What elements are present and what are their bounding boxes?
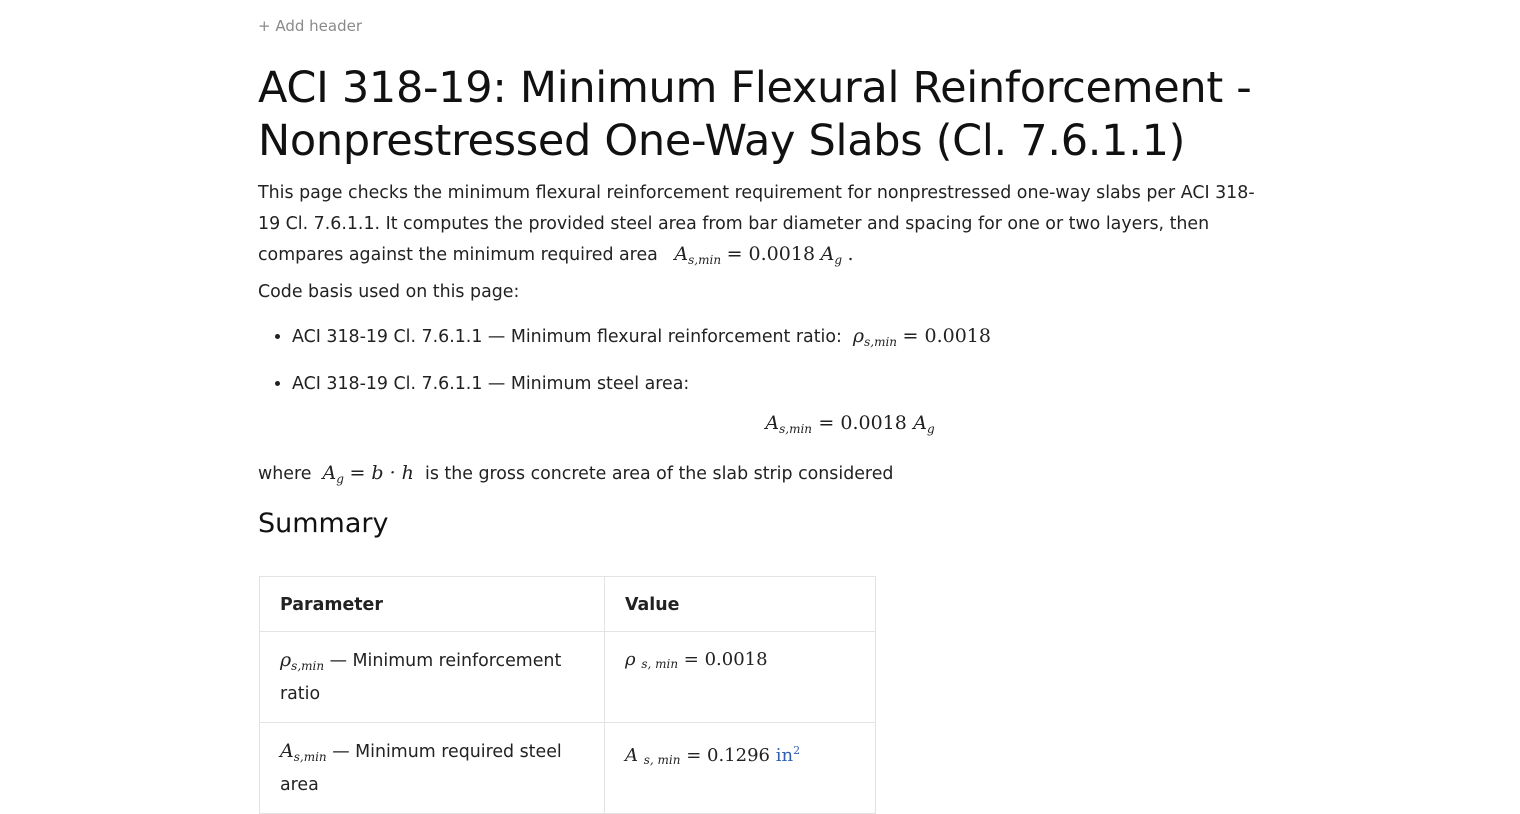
value-expression <box>625 745 800 766</box>
unit-base: in <box>775 745 794 766</box>
parameter-description: — Minimum required steel area <box>280 742 562 795</box>
unit-exponent: 2 <box>793 744 801 757</box>
summary-heading: Summary <box>258 508 389 539</box>
page-title: ACI 318-19: Minimum Flexural Reinforcement - Nonprestressed One-Way Slabs (Cl. 7.6.1.1) <box>258 63 1252 166</box>
formula-symbol: A <box>322 462 337 484</box>
code-basis-label: Code basis used on this page: <box>258 282 520 302</box>
list-item-text: ACI 318-19 Cl. 7.6.1.1 — Minimum flexural reinforcement ratio: <box>292 327 842 347</box>
value-expression <box>625 649 768 670</box>
value-subscript: s, min <box>643 753 681 767</box>
value-cell <box>605 723 876 814</box>
table-row <box>260 723 876 814</box>
value-unit <box>776 745 800 766</box>
formula-symbol: ρ <box>852 325 865 347</box>
formula-symbol: A <box>674 243 689 265</box>
display-formula <box>258 410 1442 436</box>
list-item-text: ACI 318-19 Cl. 7.6.1.1 — Minimum steel area: <box>292 374 690 394</box>
where-suffix: is the gross concrete area of the slab strip considered <box>424 464 894 484</box>
formula-subscript: g <box>926 422 935 436</box>
column-header: Parameter <box>260 577 605 632</box>
where-paragraph <box>258 458 893 494</box>
value-number: = 0.1296 <box>686 745 770 766</box>
intro-formula <box>663 245 853 265</box>
formula-subscript: s,min <box>864 335 898 349</box>
formula-symbol: A <box>913 412 927 434</box>
formula-subscript: s,min <box>688 253 722 267</box>
code-basis-list <box>258 322 1272 412</box>
formula-subscript: s,min <box>293 750 327 764</box>
formula-subscript: g <box>336 472 344 486</box>
formula-symbol: A <box>280 740 294 762</box>
formula-subscript: s,min <box>291 659 325 673</box>
column-header: Value <box>605 577 876 632</box>
formula-value: = 0.0018 <box>818 412 907 434</box>
formula-symbol: A <box>820 243 835 265</box>
add-header-button[interactable]: + Add header <box>258 17 362 35</box>
parameter-cell <box>260 632 605 723</box>
where-prefix: where <box>258 464 312 484</box>
parameter-cell <box>260 723 605 814</box>
formula-value: = 0.0018 <box>726 243 816 265</box>
value-cell <box>605 632 876 723</box>
table-row <box>260 632 876 723</box>
value-symbol: ρ <box>625 649 636 670</box>
formula-value: = 0.0018 <box>902 325 991 347</box>
value-symbol: A <box>625 745 638 766</box>
formula-symbol: ρ <box>280 649 292 671</box>
summary-table <box>259 576 876 814</box>
formula-subscript: s,min <box>779 422 813 436</box>
parameter-description: — Minimum reinforcement ratio <box>280 651 562 704</box>
table-header-row <box>260 577 876 632</box>
intro-paragraph <box>258 178 1268 276</box>
formula-period: . <box>847 243 854 265</box>
formula-symbol: A <box>765 412 780 434</box>
formula-subscript: g <box>834 253 842 267</box>
value-number: = 0.0018 <box>683 649 768 670</box>
intro-text: This page checks the minimum flexural reinforcement requirement for nonprestressed one-way slabs per ACI 318-19 Cl. 7.6.1.1. It computes the provided steel area from bar diameter and spacing for one or two layers, then compares against the minimum required area <box>258 183 1255 265</box>
list-item <box>292 370 1272 398</box>
list-item <box>292 322 1272 356</box>
formula-expression: = b · h <box>349 462 414 484</box>
value-subscript: s, min <box>641 657 679 671</box>
